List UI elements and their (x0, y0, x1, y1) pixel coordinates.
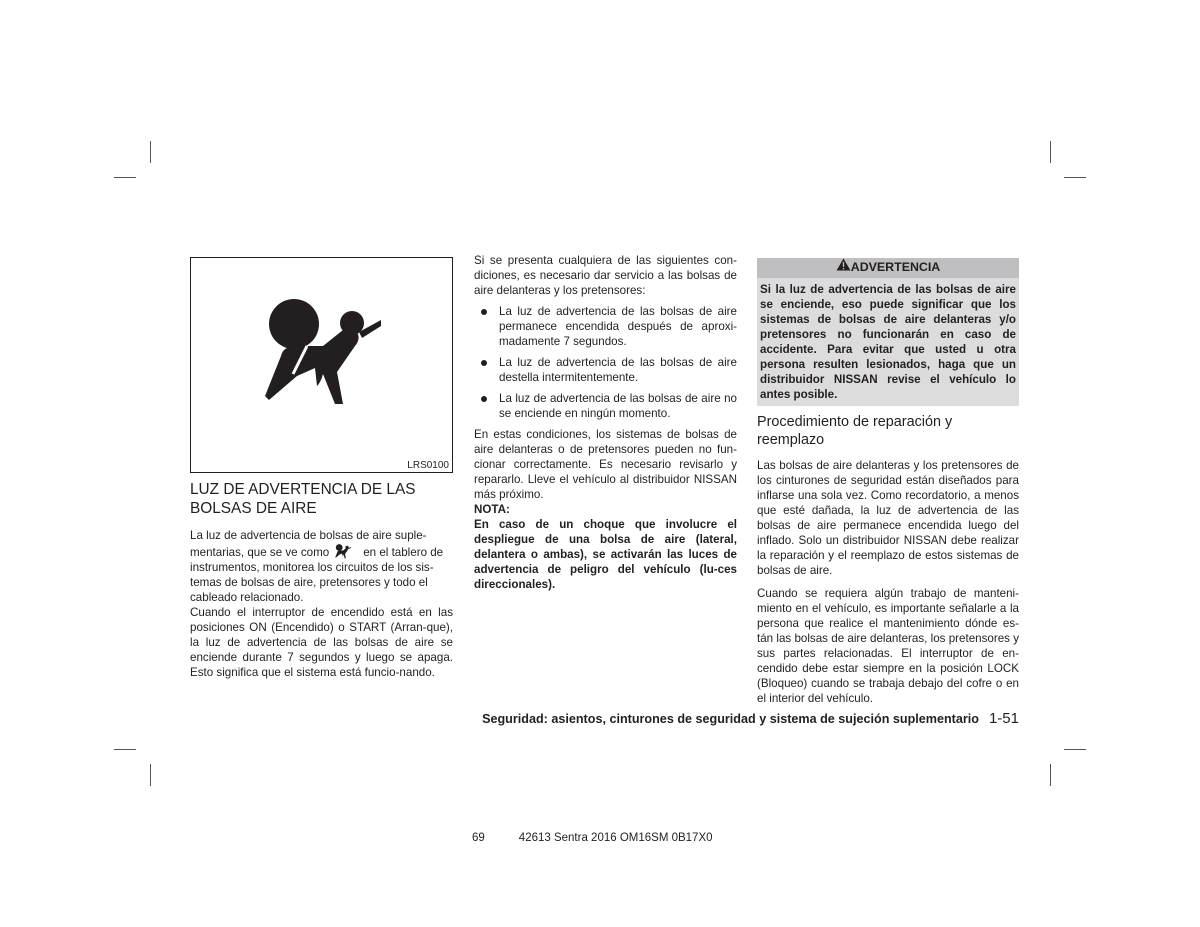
repair-paragraph-1: Las bolsas de aire delanteras y los pretensores de los cinturones de seguridad están diseñados para inflarse una sola vez. Como recordatorio, a menos que esté dañada, la luz de advertencia de las bolsas de aire permanece encendida luego del inflado. Solo un distribuidor NISSAN debe realizar la reparación y el reemplazo de estos sistemas de bolsas de aire. (757, 459, 1019, 577)
section-paragraph-1 (190, 528, 453, 605)
list-item: La luz de advertencia de las bolsas de aire permanece encendida después de aproxi-madamente 7 segundos. (474, 304, 737, 349)
middle-column (474, 253, 737, 592)
section-paragraph-2: Cuando el interruptor de encendido está en las posiciones ON (Encendido) o START (Arran-que), la luz de advertencia de las bolsas de aire se enciende durante 7 segundos y luego se apaga. Esto significa que el sistema está funcio-nando. (190, 606, 453, 679)
section-title-line1: LUZ DE ADVERTENCIA DE LAS (190, 481, 416, 498)
p1-text-c: en el tablero de instrumentos, monitorea los circuitos de los sis-temas de bolsas de aire, pretensores y todo el cableado relacionado. (190, 546, 444, 604)
crop-mark (150, 764, 151, 786)
sheet-number: 69 (472, 832, 485, 844)
right-column (757, 258, 1019, 714)
nota-label: NOTA: (474, 503, 510, 516)
repair-title (757, 413, 1019, 449)
repair-paragraph-2: Cuando se requiera algún trabajo de manteni-miento en el vehículo, es importante señalarle a la persona que realice el mantenimiento dónde es-tán las bolsas de aire delanteras, los pretensores y sus partes relacionadas. El interruptor de en-cendido debe estar siempre en la posición LOCK (Bloqueo) cuando se trabaja debajo del cofre o en el interior del vehículo. (757, 587, 1019, 705)
conditions-paragraph: En estas condiciones, los sistemas de bolsas de aire delanteras o de pretensores pueden no fun-cionar correctamente. Es necesario revisarlo y repararlo. Lleve el vehículo al distribuidor NISSAN más próximo. (474, 428, 737, 501)
nota-text: En caso de un choque que involucre el despliegue de una bolsa de aire (lateral, delantera o ambas), se activarán las luces de advertencia de peligro del vehículo (lu-ces direccionales). (474, 518, 737, 591)
figure-box (190, 257, 453, 473)
list-item: La luz de advertencia de las bolsas de aire no se enciende en ningún momento. (474, 391, 737, 421)
left-column (190, 257, 453, 680)
section-title-line2: BOLSAS DE AIRE (190, 500, 317, 517)
page-footer (434, 710, 1019, 728)
condition-list (474, 304, 737, 421)
list-item: La luz de advertencia de las bolsas de aire destella intermitentemente. (474, 355, 737, 385)
crop-mark (114, 749, 136, 750)
p1-text-a: La luz de advertencia de bolsas de aire suple- (190, 529, 427, 542)
airbag-inline-icon (335, 543, 351, 559)
warning-text: Si la luz de advertencia de las bolsas de aire se enciende, eso puede significar que los sistemas de bolsas de aire delanteras y/o pretensores no funcionarán en caso de accidente. Para evitar que usted u otra persona resulten lesionados, haga que un distribuidor NISSAN revise el vehículo lo antes posible. (760, 283, 1016, 401)
repair-title-line2: reemplazo (757, 432, 825, 448)
footer-title: Seguridad: asientos, cinturones de seguridad y sistema de sujeción suplementario (482, 712, 979, 726)
middle-intro: Si se presenta cualquiera de las siguientes con-diciones, es necesario dar servicio a las bolsas de aire delanteras y los pretensores: (474, 254, 737, 297)
section-title (190, 480, 453, 518)
warning-header (757, 258, 1019, 278)
p1-text-b: mentarias, que se ve como (190, 546, 330, 559)
print-code: 42613 Sentra 2016 OM16SM 0B17X0 (518, 832, 713, 844)
crop-mark (1050, 141, 1051, 163)
crop-mark (150, 141, 151, 163)
warning-triangle-icon (836, 258, 851, 277)
crop-mark (114, 177, 136, 178)
print-info (472, 831, 713, 846)
crop-mark (1064, 749, 1086, 750)
warning-title: ADVERTENCIA (850, 260, 941, 275)
airbag-warning-icon (263, 294, 381, 406)
repair-title-line1: Procedimiento de reparación y (757, 414, 953, 430)
figure-caption: LRS0100 (407, 460, 449, 471)
crop-mark (1064, 177, 1086, 178)
crop-mark (1050, 764, 1051, 786)
warning-box (757, 258, 1019, 406)
page-number: 1-51 (988, 710, 1019, 727)
